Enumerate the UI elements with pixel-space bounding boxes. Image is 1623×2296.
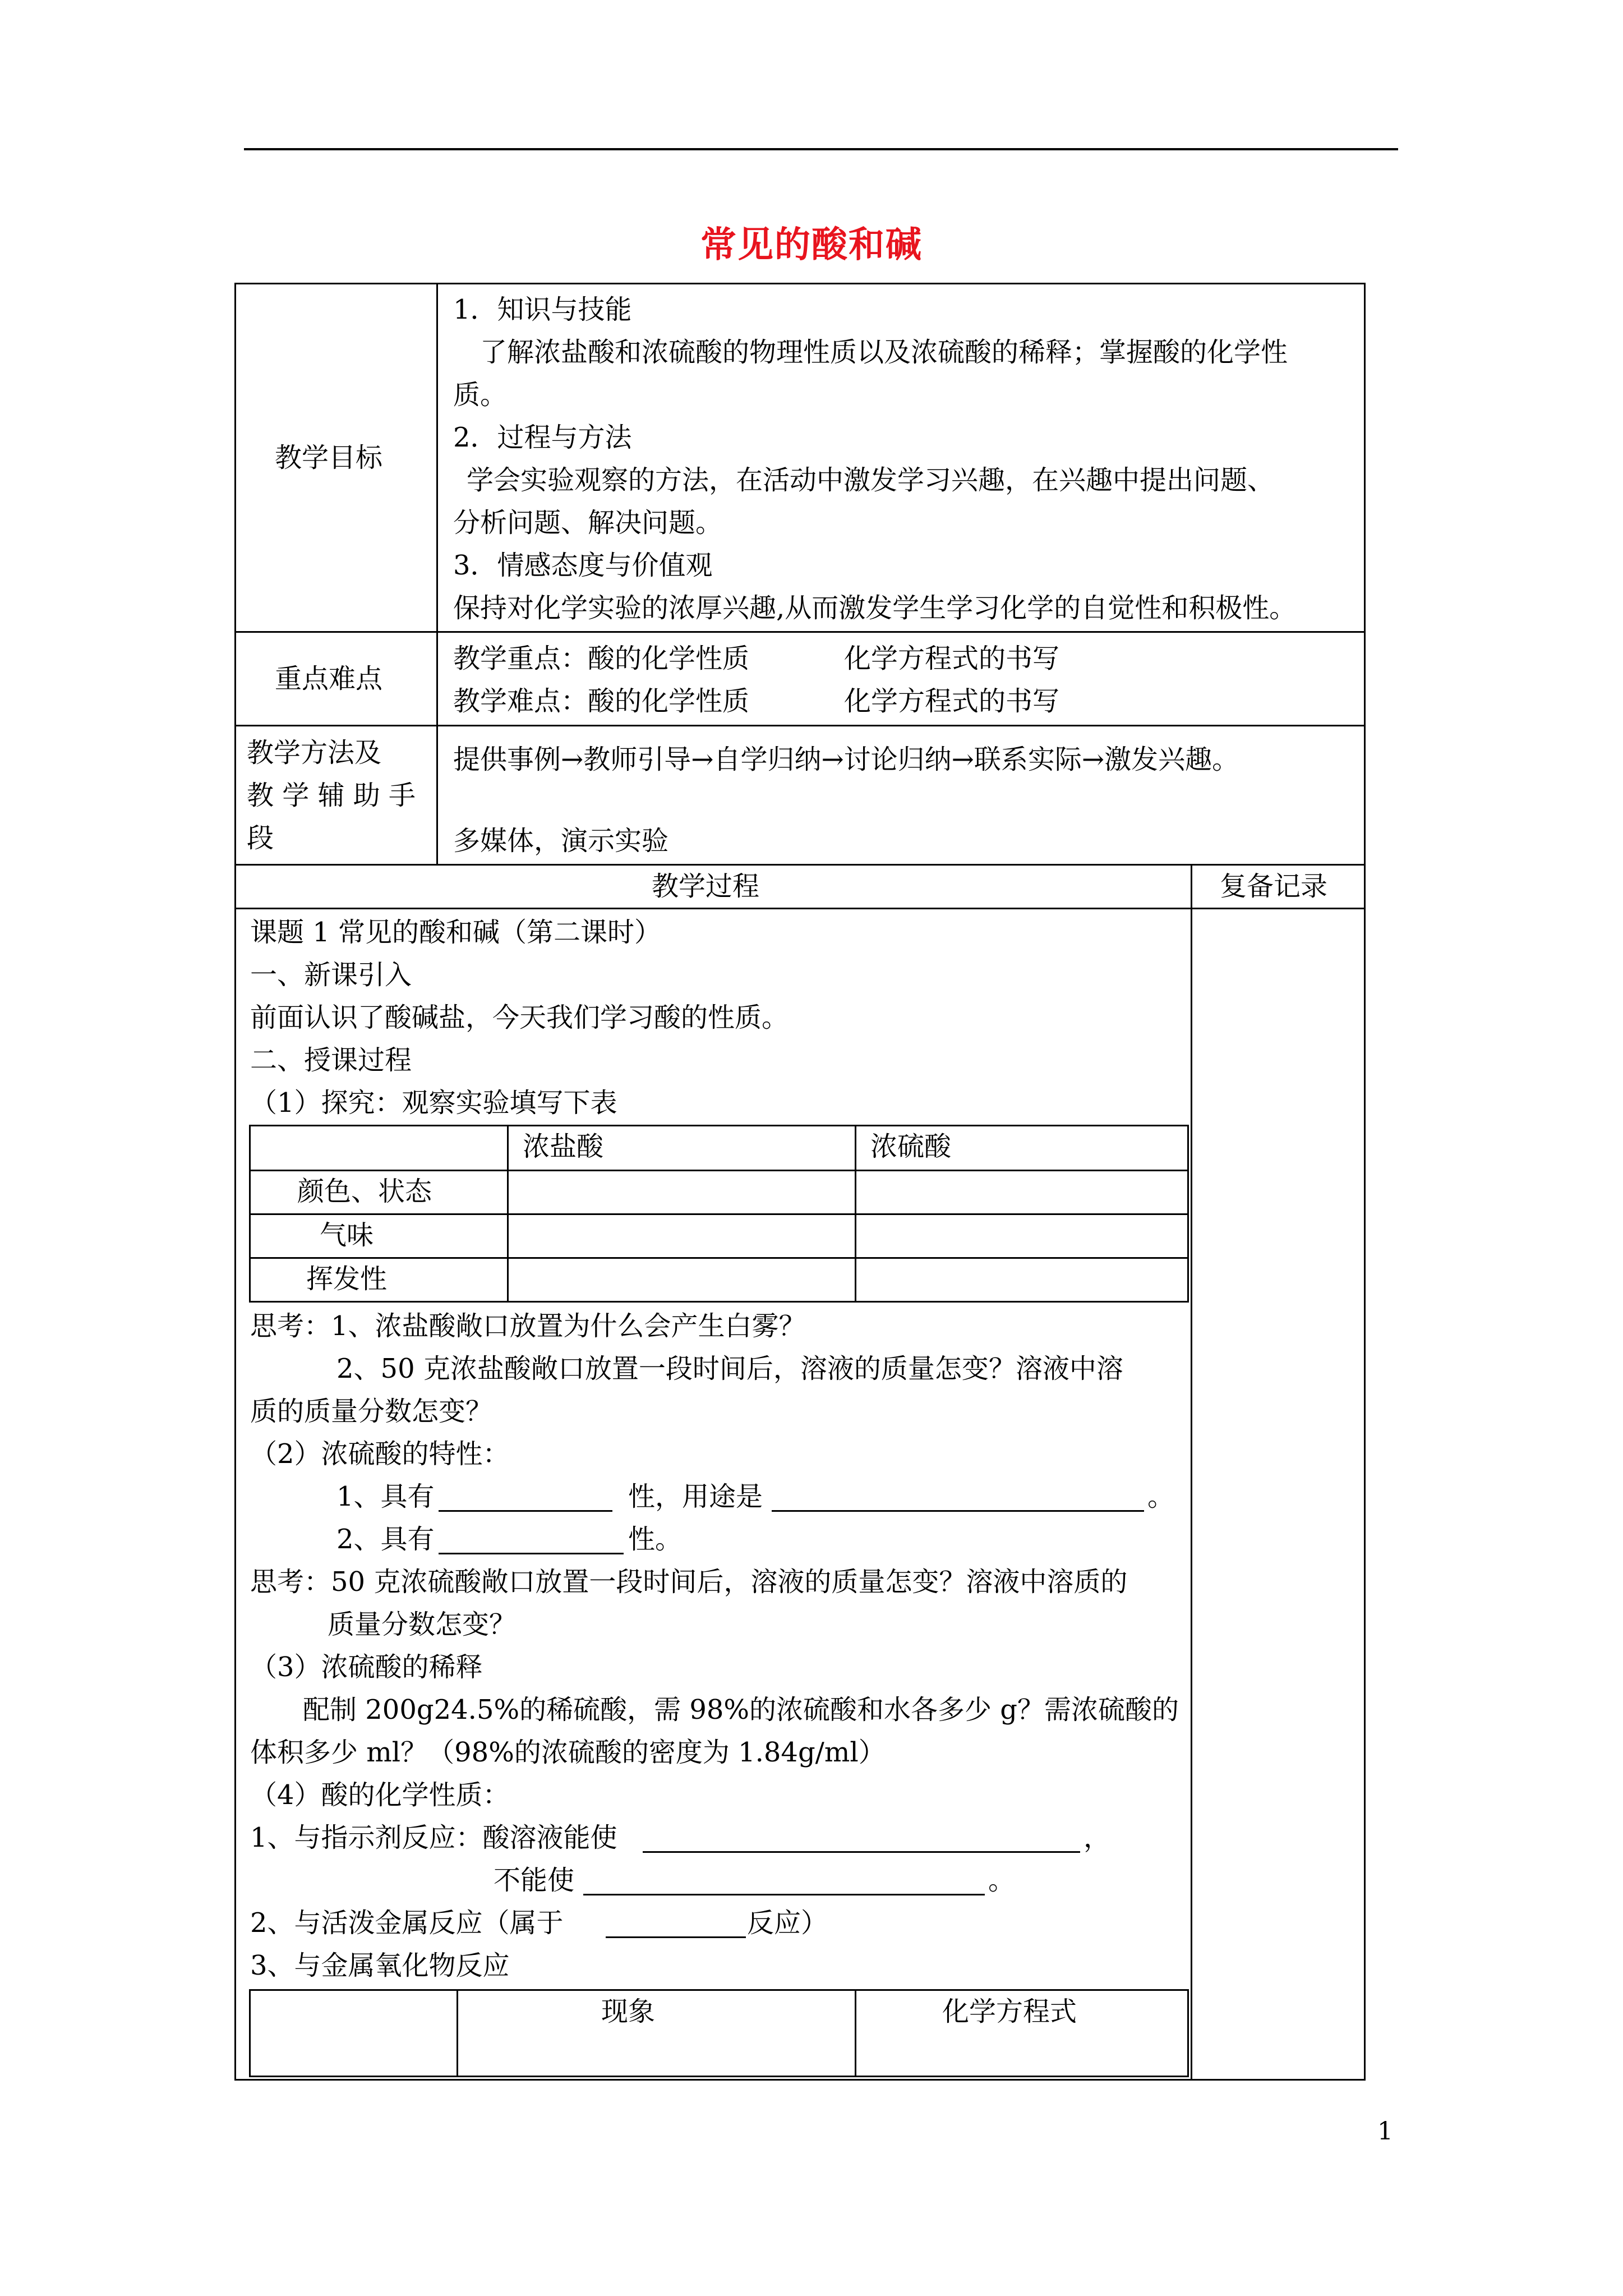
think-1: 思考：1、浓盐酸敞口放置为什么会产生白雾？ — [250, 1310, 806, 1342]
review-header: 复备记录 — [1220, 871, 1328, 902]
objectives-label: 教学目标 — [275, 442, 383, 473]
property-1-start: 1、具有 — [336, 1481, 435, 1512]
property-1-end: 。 — [1147, 1481, 1175, 1512]
section-intro: 一、新课引入 — [250, 959, 412, 991]
difficulty-value: 化学方程式的书写 — [844, 685, 1060, 717]
think-1b: 2、50 克浓盐酸敞口放置一段时间后，溶液的质量怎变？溶液中溶 — [336, 1353, 1123, 1384]
methods-label-3: 段 — [247, 822, 274, 854]
property-2-start: 2、具有 — [336, 1524, 435, 1555]
table2-header-equation: 化学方程式 — [942, 1996, 1077, 2027]
indicator-line: 1、与指示剂反应：酸溶液能使 — [250, 1822, 617, 1853]
indicator-comma: ， — [1083, 1822, 1111, 1853]
objectives-line-8: 保持对化学实验的浓厚兴趣,从而激发学生学习化学的自觉性和积极性。 — [453, 592, 1297, 624]
page-number: 1 — [1377, 2117, 1393, 2146]
objectives-line-3: 质。 — [453, 379, 508, 411]
methods-tools: 多媒体，演示实验 — [453, 825, 669, 857]
methods-label-1: 教学方法及 — [247, 737, 382, 769]
chem-title: （4）酸的化学性质： — [250, 1779, 510, 1811]
explore-title: （1）探究：观察实验填写下表 — [250, 1087, 617, 1119]
blank-property-2[interactable] — [439, 1553, 624, 1554]
dilute-line-2: 体积多少 ml？（98%的浓硫酸的密度为 1.84g/ml） — [250, 1737, 886, 1768]
blank-use-1[interactable] — [772, 1510, 1144, 1512]
key-points-label: 重点难点 — [275, 663, 383, 694]
difficulty-text: 教学难点：酸的化学性质 — [453, 685, 750, 717]
row-divider — [234, 908, 1366, 909]
table-col-line — [507, 1125, 509, 1303]
think-1c: 质的质量分数怎变？ — [250, 1396, 493, 1427]
methods-label-2: 教 学 辅 助 手 — [247, 780, 416, 811]
table1-row-volatility: 挥发性 — [306, 1263, 388, 1295]
page-title: 常见的酸和碱 — [700, 224, 923, 266]
think-2b: 质量分数怎变？ — [328, 1609, 517, 1640]
blank-reaction-type[interactable] — [606, 1936, 746, 1938]
dilute-title: （3）浓硫酸的稀释 — [250, 1651, 483, 1683]
header-rule — [244, 148, 1398, 150]
objectives-line-4: 2．过程与方法 — [453, 422, 632, 453]
table-col-line — [855, 1125, 856, 1303]
intro-text: 前面认识了酸碱盐，今天我们学习酸的性质。 — [250, 1002, 789, 1033]
row-divider — [234, 631, 1366, 633]
property-2-end: 性。 — [628, 1524, 683, 1555]
lesson-topic: 课题 1 常见的酸和碱（第二课时） — [250, 917, 662, 948]
objectives-line-5: 学会实验观察的方法，在活动中激发学习兴趣，在兴趣中提出问题、 — [467, 464, 1275, 496]
blank-property-1[interactable] — [439, 1510, 612, 1512]
oxide-line: 3、与金属氧化物反应 — [250, 1950, 510, 1981]
table-col-line — [855, 1989, 856, 2077]
dilute-line-1: 配制 200g24.5%的稀硫酸，需 98%的浓硫酸和水各多少 g？需浓硫酸的 — [303, 1694, 1179, 1726]
table1-row-smell: 气味 — [320, 1220, 374, 1251]
table1-header-h2so4: 浓硫酸 — [870, 1131, 952, 1162]
indicator-cannot: 不能使 — [494, 1865, 575, 1896]
table-col-line — [457, 1989, 458, 2077]
row-divider — [234, 725, 1366, 726]
think-2: 思考：50 克浓硫酸敞口放置一段时间后，溶液的质量怎变？溶液中溶质的 — [250, 1566, 1128, 1598]
objectives-line-1: 1．知识与技能 — [453, 294, 632, 325]
objectives-line-7: 3．情感态度与价值观 — [453, 550, 713, 581]
process-header: 教学过程 — [652, 871, 760, 902]
focus-text: 教学重点：酸的化学性质 — [453, 643, 750, 674]
col-divider — [1191, 864, 1192, 2081]
metal-line: 2、与活泼金属反应（属于 — [250, 1907, 564, 1939]
indicator-period: 。 — [988, 1865, 1016, 1896]
table-row-line — [249, 1213, 1189, 1215]
row-divider — [234, 864, 1366, 866]
table1-row-color: 颜色、状态 — [297, 1176, 432, 1207]
col-divider — [436, 283, 438, 864]
table1-header-hcl: 浓盐酸 — [523, 1131, 604, 1162]
sulfuric-title: （2）浓硫酸的特性： — [250, 1438, 510, 1470]
metal-line-end: 反应） — [747, 1907, 828, 1939]
objectives-line-6: 分析问题、解决问题。 — [453, 507, 723, 539]
objectives-line-2: 了解浓盐酸和浓硫酸的物理性质以及浓硫酸的稀释；掌握酸的化学性 — [480, 337, 1288, 368]
table-row-line — [249, 1257, 1189, 1259]
focus-value: 化学方程式的书写 — [844, 643, 1060, 674]
section-process: 二、授课过程 — [250, 1045, 412, 1076]
blank-indicator-1[interactable] — [643, 1851, 1080, 1853]
blank-indicator-2[interactable] — [583, 1894, 985, 1895]
table2-header-phenomenon: 现象 — [601, 1996, 656, 2027]
methods-flow: 提供事例→教师引导→自学归纳→讨论归纳→联系实际→激发兴趣。 — [453, 744, 1239, 775]
property-1-mid: 性，用途是 — [628, 1481, 763, 1512]
